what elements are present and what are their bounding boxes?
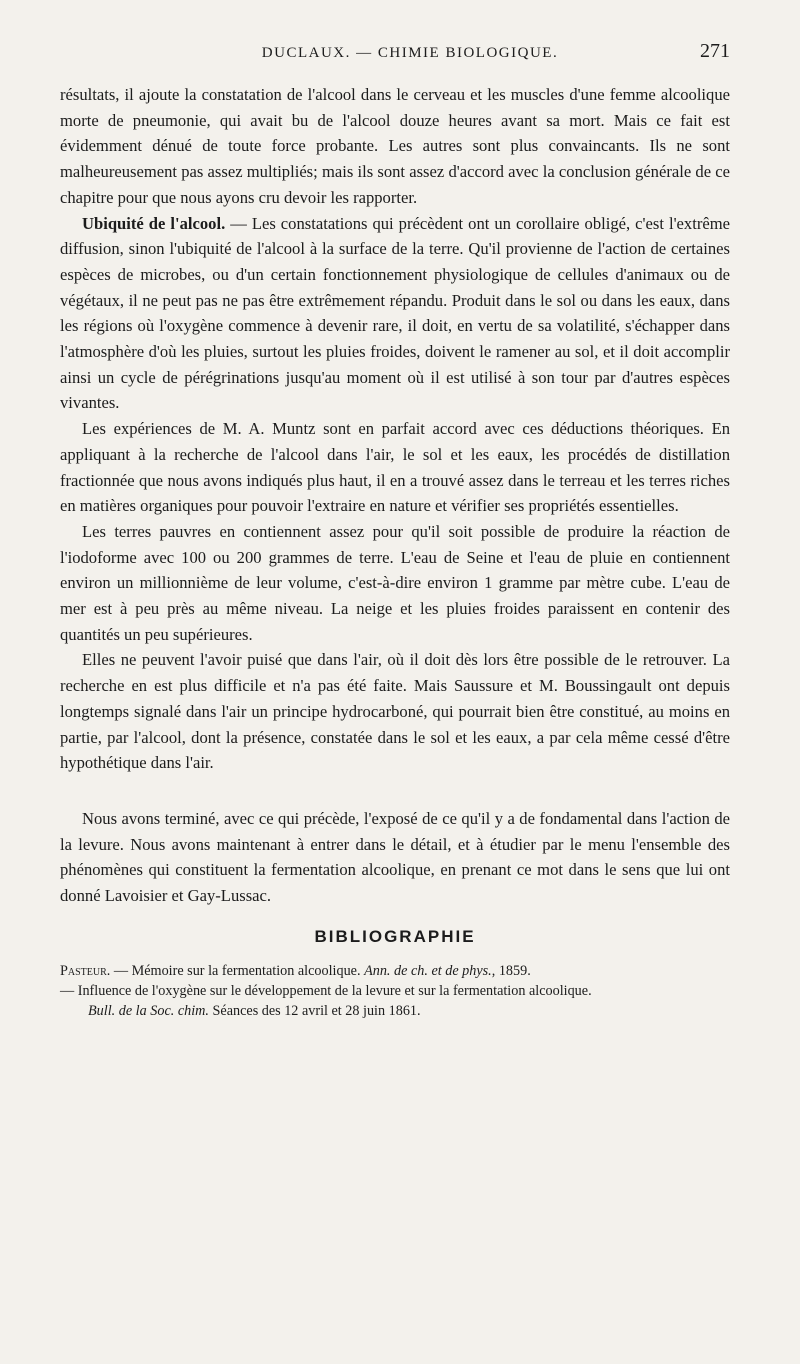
bibliography	[60, 961, 730, 1021]
page	[60, 40, 730, 1021]
paragraph-2-text: — Les constatations qui précèdent ont un corollaire obligé, c'est l'extrême diffusion, sinon l'ubiquité de l'alcool à la surface de la terre. Qu'il provienne de l'action de certaines espèces de microbes, ou d'un certain fonctionnement physiologique de cellules d'animaux ou de végétaux, il ne peut pas ne pas être extrêmement répandu. Produit dans le sol ou dans les eaux, dans les régions où l'oxygène commence à devenir rare, il doit, en vertu de sa volatilité, s'échapper dans l'atmosphère d'où les pluies, surtout les pluies froides, doivent le ramener au sol, et il doit accomplir ainsi un cycle de pérégrinations jusqu'au moment où il est utilisé à son tour par d'autres espèces vivantes.	[60, 213, 730, 413]
running-header	[60, 40, 730, 82]
bibliography-entry-1-year: , 1859.	[491, 962, 531, 979]
section-run-in-heading: Ubiquité de l'alcool.	[82, 213, 226, 233]
bibliography-entry-2-dates: Séances des 12 avril et 28 juin 1861.	[208, 1002, 421, 1019]
bibliography-author: Pasteur.	[60, 962, 111, 979]
section-gap	[60, 776, 730, 806]
running-title: DUCLAUX. — CHIMIE BIOLOGIQUE.	[261, 45, 559, 61]
bibliography-entry-1	[60, 961, 730, 981]
paragraph-1: résultats, il ajoute la constatation de l'alcool dans le cerveau et les muscles d'une femme alcoolique morte de pneumonie, qui avait bu de l'alcool douze heures avant sa mort. Mais ce fait est évidemment dénué de toute force probante. Les autres sont plus convaincants. Ils ne sont malheureusement pas assez multipliés; mais ils sont assez d'accord avec la conclusion générale de ce chapitre pour que nous ayons cru devoir les rapporter.	[60, 85, 730, 207]
bibliography-entry-2	[60, 981, 730, 1001]
bibliography-heading: BIBLIOGRAPHIE	[314, 926, 476, 946]
bibliography-entry-2-journal: Bull. de la Soc. chim.	[88, 1002, 209, 1019]
bibliography-entry-2-title: — Influence de l'oxygène sur le développement de la levure et sur la fermentation alcoolique.	[60, 982, 592, 999]
paragraph-4: Les terres pauvres en contiennent assez pour qu'il soit possible de produire la réaction de l'iodoforme avec 100 ou 200 grammes de terre. L'eau de Seine et l'eau de pluie en contiennent environ un millionnième de leur volume, c'est-à-dire environ 1 gramme par mètre cube. L'eau de mer est à peu près au même niveau. La neige et les pluies froides paraissent en contenir des quantités un peu supérieures.	[60, 521, 730, 644]
page-number: 271	[700, 40, 730, 62]
paragraph-3: Les expériences de M. A. Muntz sont en parfait accord avec ces déductions théoriques. En appliquant à la recherche de l'alcool dans l'air, le sol et les eaux, les procédés de distillation fractionnée que nous avons indiqués plus haut, il en a trouvé assez dans le terreau et les terres riches en matières organiques pour pouvoir l'extraire en nature et vérifier ses propriétés essentielles.	[60, 419, 730, 516]
paragraph-6: Nous avons terminé, avec ce qui précède, l'exposé de ce qu'il y a de fondamental dans l'action de la levure. Nous avons maintenant à entrer dans le détail, et à étudier par le menu l'ensemble des phénomènes qui constituent la fermentation alcoolique, en prenant ce mot dans le sens que lui ont donné Lavoisier et Gay-Lussac.	[60, 808, 730, 906]
bibliography-entry-2-source	[60, 1001, 730, 1021]
bibliography-entry-1-journal: Ann. de ch. et de phys.	[364, 962, 492, 979]
paragraph-2	[60, 211, 730, 417]
bibliography-entry-1-title: — Mémoire sur la fermentation alcoolique.	[110, 962, 365, 979]
paragraph-5: Elles ne peuvent l'avoir puisé que dans l'air, où il doit dès lors être possible de le retrouver. La recherche en est plus difficile et n'a pas été faite. Mais Saussure et M. Boussingault ont depuis longtemps signalé dans l'air un principe hydrocarboné, qui pourrait bien être constitué, au moins en partie, par l'alcool, dont la présence, constatée dans le sol et les eaux, a par cela même cessé d'être hypothétique dans l'air.	[60, 650, 730, 773]
